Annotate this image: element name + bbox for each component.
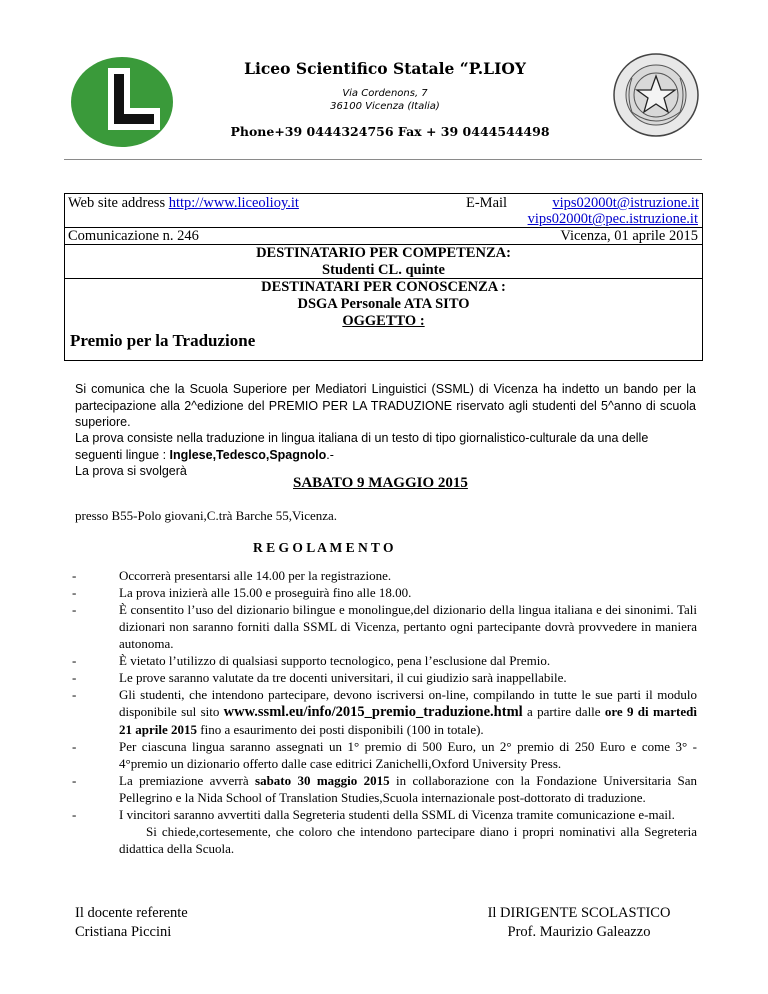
intro-date-lead: La prova si svolgerà [75, 464, 187, 478]
school-logo [70, 56, 174, 148]
header-divider [64, 159, 702, 160]
address-city: 36100 Vicenza (Italia) [330, 101, 440, 112]
email-link-1[interactable]: vips02000t@istruzione.it [552, 195, 699, 211]
subject-title-text: OGGETTO : [342, 313, 425, 329]
address-street: Via Cordenons, 7 [342, 88, 428, 99]
recipients-competence: Studenti CL. quinte [322, 262, 445, 278]
school-name: Liceo Scientifico Statale “P.LIOY [244, 59, 526, 78]
republic-emblem [612, 52, 700, 138]
website-link[interactable]: http://www.liceolioy.it [168, 195, 299, 211]
exam-location: presso B55-Polo giovani,C.trà Barche 55,Vicenza. [75, 508, 338, 523]
referent-role: Il docente referente [75, 905, 188, 921]
contact-numbers: Phone+39 0444324756 Fax + 39 0444544498 [230, 124, 550, 139]
rule-item-registration: - Gli studenti, che intendono partecipare, devono iscriversi on-line, compilando in tutte le sue parti il modulo disponibile sul sito www.ssml.eu/info/2015_premio_traduzione.html a partire dalle ore 9 di martedì 21 aprile 2015 fino a esaurimento dei posti disponibili (100 in totale). [72, 687, 697, 737]
recipients-knowledge-title: DESTINATARI PER CONOSCENZA : [261, 279, 506, 295]
email-line [466, 195, 699, 212]
rule-item: - Occorrerà presentarsi alle 14.00 per la registrazione. [72, 568, 392, 583]
languages-list: Inglese,Tedesco,Spagnolo [169, 447, 327, 462]
rule-item: - Le prove saranno valutate da tre docenti universitari, il cui giudizio sarà inappellabile. [72, 670, 567, 685]
registration-start: ore 9 di martedì 21 aprile 2015 [119, 704, 697, 737]
recipients-knowledge: DSGA Personale ATA SITO [297, 296, 470, 312]
rule-item: - È consentito l’uso del dizionario bilingue e monolingue,del dizionario della lingua italiana e dei sinonimi. Tali dizionari non saranno forniti dalla SSML di Vicenza, pertanto ogni partecipante dovrà provvedere in maniera autonoma. [72, 602, 697, 651]
rule-item: - I vincitori saranno avvertiti dalla Segreteria studenti della SSML di Vicenza tramite comunicazione e-mail. [72, 807, 675, 822]
closing-request: Si chiede,cortesemente, che coloro che intendono partecipare diano i propri nominativi alla Segreteria didattica della Scuola. [119, 824, 697, 856]
rule-item: - La prova inizierà alle 15.00 e proseguirà fino alle 18.00. [72, 585, 412, 600]
email-link-2[interactable]: vips02000t@pec.istruzione.it [527, 211, 698, 227]
communication-number: Comunicazione n. 246 [68, 228, 199, 244]
registration-url: www.ssml.eu/info/2015_premio_traduzione.html [223, 704, 523, 720]
website-label: Web site address [68, 195, 166, 211]
principal-name: Prof. Maurizio Galeazzo [507, 924, 651, 940]
exam-date-heading: SABATO 9 MAGGIO 2015 [293, 475, 468, 491]
ceremony-date: sabato 30 maggio 2015 [255, 773, 390, 788]
intro-paragraph: Si comunica che la Scuola Superiore per Mediatori Linguistici (SSML) di Vicenza ha indetto un bando per la partecipazione alla 2^edizione del PREMIO PER LA TRADUZIONE riservato agli studenti del 5^anno di scuola superiore. [75, 382, 696, 429]
rule-item-ceremony: - La premiazione avverrà sabato 30 maggio 2015 in collaborazione con la Fondazione Universitaria San Pellegrino e la Nida School of Translation Studies,Scuola internazionale post-dottorato di traduzione. [72, 773, 697, 805]
subject-text: Premio per la Traduzione [70, 331, 256, 350]
principal-role: Il DIRIGENTE SCOLASTICO [487, 905, 671, 921]
referent-name: Cristiana Piccini [75, 924, 172, 940]
intro-test-description [75, 430, 696, 463]
rule-item: - È vietato l’utilizzo di qualsiasi supporto tecnologico, pena l’esclusione dal Premio. [72, 653, 551, 668]
email-label: E-Mail [466, 195, 508, 211]
website-line [68, 195, 299, 212]
subject-title [64, 313, 703, 330]
place-date: Vicenza, 01 aprile 2015 [560, 228, 698, 244]
test-description-end: .- [326, 447, 334, 462]
regulations-title: R E G O L A M E N T O [253, 540, 394, 555]
test-description-text: La prova consiste nella traduzione in lingua italiana di un testo di tipo giornalistico-culturale da una delle seguenti lingue : [75, 431, 649, 462]
regulations-list [72, 567, 697, 857]
signature-right [470, 904, 688, 942]
rule-item: - Per ciascuna lingua saranno assegnati un 1° premio di 500 Euro, un 2° premio di 250 Euro e come 3° - 4°premio un dizionario offerto dalle case editrici Zanichelli,Oxford University Press. [72, 739, 697, 771]
recipients-competence-title: DESTINATARIO PER COMPETENZA: [256, 245, 511, 261]
email-line-2 [528, 211, 698, 228]
signature-left [75, 904, 188, 942]
